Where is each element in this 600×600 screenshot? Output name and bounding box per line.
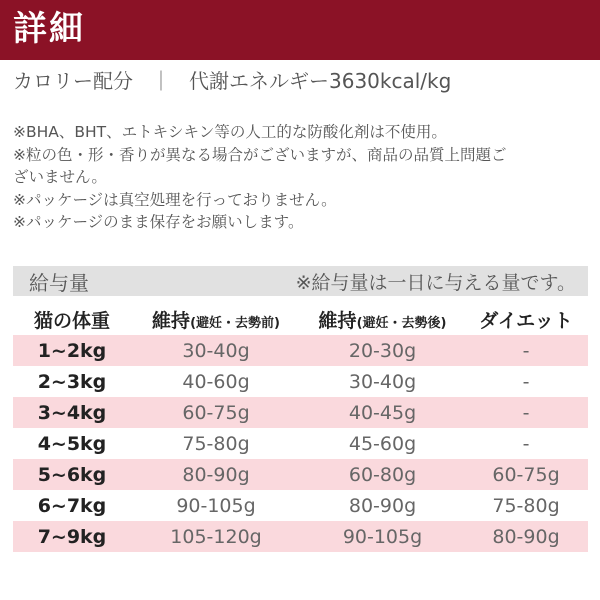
table-row — [13, 366, 588, 397]
cell-weight: 5~6kg — [13, 459, 131, 490]
cell-weight: 6~7kg — [37, 494, 107, 517]
cell-diet: 60-75g — [464, 459, 588, 490]
cell-maintenance-after: 40-45g — [301, 397, 464, 428]
column-subheader: (避妊・去勢後) — [356, 315, 447, 331]
header-bar — [0, 0, 600, 60]
feeding-table — [13, 303, 588, 552]
table-header-row — [13, 303, 588, 335]
column-header-weight: 猫の体重 — [33, 309, 110, 332]
feeding-title: 給与量 — [29, 270, 89, 295]
note-line: ※粒の色・形・香りが異なる場合がございますが、商品の品質上問題ご — [13, 145, 507, 164]
feeding-section-header — [13, 266, 588, 296]
table-row — [13, 459, 588, 490]
calorie-label: カロリー配分 — [13, 69, 133, 93]
cell-diet: - — [464, 335, 588, 366]
table-row — [13, 521, 588, 552]
cell-maintenance-before: 40-60g — [182, 370, 250, 393]
cell-maintenance-before: 80-90g — [131, 459, 301, 490]
cell-diet: - — [464, 397, 588, 428]
table-row — [13, 428, 588, 459]
cell-maintenance-before: 30-40g — [131, 335, 301, 366]
cell-maintenance-after: 60-80g — [301, 459, 464, 490]
cell-weight: 1~2kg — [13, 335, 131, 366]
note-line: ざいません。 — [13, 168, 107, 186]
feeding-note: ※給与量は一日に与える量です。 — [295, 271, 576, 294]
cell-maintenance-before: 90-105g — [176, 494, 256, 517]
cell-weight: 2~3kg — [37, 370, 107, 393]
table-row — [13, 397, 588, 428]
cell-weight: 3~4kg — [13, 397, 131, 428]
cell-weight: 7~9kg — [13, 521, 131, 552]
note-line: ※BHA、BHT、エトキシキン等の人工的な防酸化剤は不使用。 — [13, 123, 447, 141]
column-subheader: (避妊・去勢前) — [190, 315, 280, 331]
notes-list — [13, 121, 588, 234]
cell-maintenance-before: 75-80g — [182, 432, 250, 455]
cell-maintenance-after: 20-30g — [301, 335, 464, 366]
page-title: 詳細 — [13, 9, 85, 49]
cell-diet: 80-90g — [464, 521, 588, 552]
cell-weight: 4~5kg — [37, 432, 107, 455]
calorie-separator: ｜ — [151, 69, 171, 93]
cell-maintenance-after: 45-60g — [348, 432, 417, 455]
calorie-info — [13, 66, 451, 96]
cell-diet: - — [522, 370, 530, 393]
cell-diet: - — [522, 432, 530, 455]
column-header-maintenance-after: 維持(避妊・去勢後) — [318, 309, 447, 332]
cell-maintenance-before: 60-75g — [131, 397, 301, 428]
column-header-diet: ダイエット — [479, 309, 573, 332]
cell-maintenance-after: 80-90g — [348, 494, 417, 517]
cell-maintenance-after: 90-105g — [301, 521, 464, 552]
table-row — [13, 335, 588, 366]
calorie-value: 代謝エネルギー3630kcal/kg — [189, 69, 452, 93]
cell-maintenance-before: 105-120g — [131, 521, 301, 552]
cell-maintenance-after: 30-40g — [348, 370, 417, 393]
column-header-maintenance-before: 維持(避妊・去勢前) — [152, 309, 280, 332]
cell-diet: 75-80g — [492, 494, 560, 517]
note-line: ※パッケージのまま保存をお願いします。 — [13, 213, 304, 231]
table-row — [13, 490, 588, 521]
note-line: ※パッケージは真空処理を行っておりません。 — [13, 190, 337, 209]
